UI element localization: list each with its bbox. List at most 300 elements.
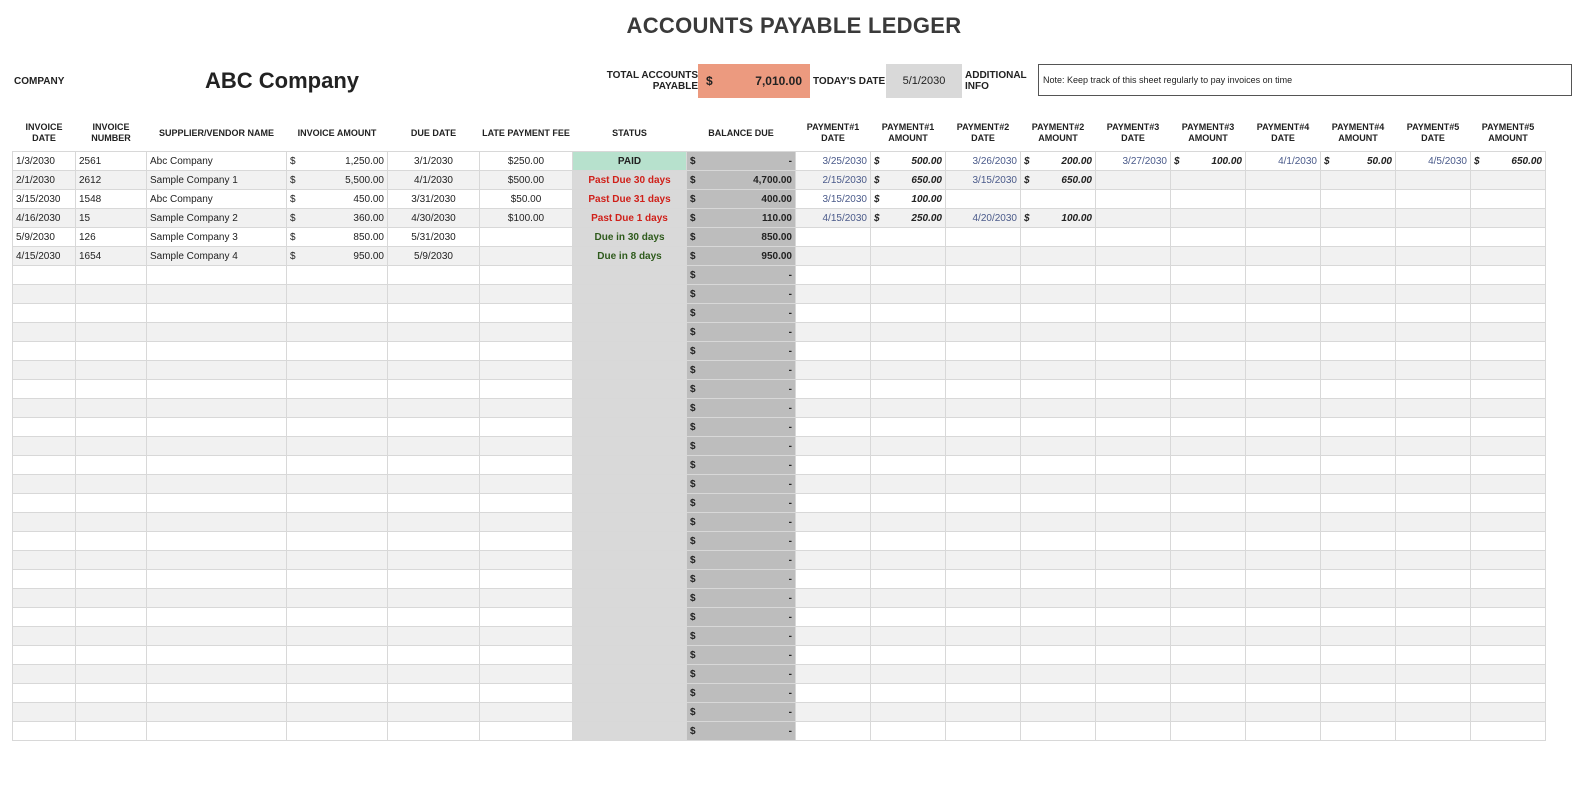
empty-cell[interactable] <box>13 722 76 741</box>
empty-cell[interactable] <box>946 437 1021 456</box>
empty-cell[interactable] <box>1096 570 1171 589</box>
empty-cell[interactable] <box>1471 342 1546 361</box>
payment-amount-cell[interactable] <box>1021 247 1096 266</box>
empty-cell[interactable] <box>76 589 147 608</box>
empty-cell[interactable] <box>287 380 388 399</box>
empty-cell[interactable] <box>1321 380 1396 399</box>
payment-date-cell[interactable] <box>1246 228 1321 247</box>
empty-cell[interactable] <box>1396 361 1471 380</box>
empty-cell[interactable] <box>13 285 76 304</box>
payment-amount-cell[interactable] <box>871 247 946 266</box>
payment-amount-cell[interactable] <box>1171 209 1246 228</box>
due-date-cell[interactable]: 4/30/2030 <box>388 209 480 228</box>
due-date-cell[interactable]: 3/1/2030 <box>388 152 480 171</box>
empty-cell[interactable] <box>871 703 946 722</box>
todays-date-field[interactable]: 5/1/2030 <box>886 64 962 98</box>
payment-date-cell[interactable] <box>1096 209 1171 228</box>
empty-cell[interactable] <box>796 437 871 456</box>
empty-cell[interactable] <box>287 627 388 646</box>
empty-cell[interactable] <box>1021 323 1096 342</box>
due-date-cell[interactable]: 4/1/2030 <box>388 171 480 190</box>
payment-amount-cell[interactable] <box>1321 209 1396 228</box>
empty-cell[interactable] <box>1171 608 1246 627</box>
empty-cell[interactable] <box>1021 532 1096 551</box>
empty-cell[interactable] <box>1171 475 1246 494</box>
empty-cell[interactable] <box>871 361 946 380</box>
empty-cell[interactable] <box>76 494 147 513</box>
payment-date-cell[interactable] <box>1396 171 1471 190</box>
empty-cell[interactable] <box>76 703 147 722</box>
vendor-name-cell[interactable]: Sample Company 3 <box>147 228 287 247</box>
empty-cell[interactable] <box>946 608 1021 627</box>
empty-cell[interactable] <box>1021 570 1096 589</box>
empty-cell[interactable] <box>1096 437 1171 456</box>
empty-cell[interactable] <box>1021 551 1096 570</box>
empty-cell[interactable] <box>480 703 573 722</box>
empty-cell[interactable] <box>871 437 946 456</box>
empty-cell[interactable] <box>1321 494 1396 513</box>
payment-amount-cell[interactable] <box>1171 228 1246 247</box>
empty-cell[interactable] <box>76 722 147 741</box>
empty-cell[interactable] <box>796 475 871 494</box>
empty-cell[interactable] <box>1096 722 1171 741</box>
invoice-amount-cell[interactable] <box>287 190 388 209</box>
empty-cell[interactable] <box>1396 627 1471 646</box>
late-fee-cell[interactable]: $50.00 <box>480 190 573 209</box>
empty-cell[interactable] <box>1471 266 1546 285</box>
late-fee-cell[interactable]: $100.00 <box>480 209 573 228</box>
empty-cell[interactable] <box>1321 665 1396 684</box>
empty-cell[interactable] <box>946 285 1021 304</box>
empty-cell[interactable] <box>76 285 147 304</box>
empty-cell[interactable] <box>480 570 573 589</box>
empty-cell[interactable] <box>1471 475 1546 494</box>
empty-cell[interactable] <box>1471 494 1546 513</box>
invoice-date-cell[interactable]: 2/1/2030 <box>13 171 76 190</box>
empty-cell[interactable] <box>1246 589 1321 608</box>
empty-cell[interactable] <box>1396 285 1471 304</box>
empty-cell[interactable] <box>1096 665 1171 684</box>
invoice-number-cell[interactable]: 1654 <box>76 247 147 266</box>
empty-cell[interactable] <box>76 266 147 285</box>
invoice-amount-cell[interactable] <box>287 228 388 247</box>
empty-cell[interactable] <box>287 475 388 494</box>
empty-cell[interactable] <box>76 665 147 684</box>
empty-cell[interactable] <box>796 608 871 627</box>
payment-amount-cell[interactable] <box>1471 247 1546 266</box>
payment-amount-cell[interactable] <box>1171 152 1246 171</box>
empty-cell[interactable] <box>1096 494 1171 513</box>
empty-cell[interactable] <box>1021 684 1096 703</box>
empty-cell[interactable] <box>388 266 480 285</box>
empty-cell[interactable] <box>1171 589 1246 608</box>
payment-amount-cell[interactable] <box>1321 247 1396 266</box>
balance-due-cell[interactable] <box>687 342 796 361</box>
empty-cell[interactable] <box>147 304 287 323</box>
vendor-name-cell[interactable]: Abc Company <box>147 190 287 209</box>
balance-due-cell[interactable] <box>687 323 796 342</box>
balance-due-cell[interactable] <box>687 589 796 608</box>
empty-cell[interactable] <box>1171 722 1246 741</box>
empty-cell[interactable] <box>1396 399 1471 418</box>
empty-cell[interactable] <box>946 304 1021 323</box>
empty-cell[interactable] <box>1096 627 1171 646</box>
payment-amount-cell[interactable] <box>1471 152 1546 171</box>
empty-cell[interactable] <box>388 513 480 532</box>
empty-cell[interactable] <box>1171 665 1246 684</box>
empty-cell[interactable] <box>1246 703 1321 722</box>
empty-cell[interactable] <box>1096 513 1171 532</box>
balance-due-cell[interactable] <box>687 418 796 437</box>
empty-cell[interactable] <box>1021 513 1096 532</box>
empty-cell[interactable] <box>946 665 1021 684</box>
payment-amount-cell[interactable] <box>871 152 946 171</box>
empty-cell[interactable] <box>480 399 573 418</box>
empty-cell[interactable] <box>147 475 287 494</box>
empty-cell[interactable] <box>287 722 388 741</box>
empty-cell[interactable] <box>480 684 573 703</box>
invoice-amount-cell[interactable] <box>287 152 388 171</box>
empty-cell[interactable] <box>1246 532 1321 551</box>
empty-cell[interactable] <box>1096 646 1171 665</box>
empty-cell[interactable] <box>796 665 871 684</box>
empty-cell[interactable] <box>1471 551 1546 570</box>
empty-cell[interactable] <box>13 304 76 323</box>
empty-cell[interactable] <box>1471 399 1546 418</box>
empty-cell[interactable] <box>946 703 1021 722</box>
invoice-amount-cell[interactable] <box>287 171 388 190</box>
payment-amount-cell[interactable] <box>1321 152 1396 171</box>
empty-cell[interactable] <box>871 722 946 741</box>
payment-amount-cell[interactable] <box>1021 171 1096 190</box>
empty-cell[interactable] <box>480 627 573 646</box>
empty-cell[interactable] <box>480 494 573 513</box>
empty-cell[interactable] <box>871 399 946 418</box>
empty-cell[interactable] <box>1471 323 1546 342</box>
empty-cell[interactable] <box>13 494 76 513</box>
empty-cell[interactable] <box>1396 589 1471 608</box>
empty-cell[interactable] <box>946 266 1021 285</box>
empty-cell[interactable] <box>946 323 1021 342</box>
empty-cell[interactable] <box>1471 608 1546 627</box>
empty-cell[interactable] <box>1171 646 1246 665</box>
empty-cell[interactable] <box>287 304 388 323</box>
vendor-name-cell[interactable]: Sample Company 4 <box>147 247 287 266</box>
empty-cell[interactable] <box>946 494 1021 513</box>
late-fee-cell[interactable] <box>480 228 573 247</box>
empty-cell[interactable] <box>1246 418 1321 437</box>
balance-due-cell[interactable] <box>687 247 796 266</box>
empty-cell[interactable] <box>388 532 480 551</box>
empty-cell[interactable] <box>1321 323 1396 342</box>
payment-amount-cell[interactable] <box>871 228 946 247</box>
empty-cell[interactable] <box>13 646 76 665</box>
empty-cell[interactable] <box>1471 380 1546 399</box>
late-fee-cell[interactable]: $250.00 <box>480 152 573 171</box>
empty-cell[interactable] <box>1021 380 1096 399</box>
empty-cell[interactable] <box>946 532 1021 551</box>
balance-due-cell[interactable] <box>687 361 796 380</box>
empty-cell[interactable] <box>1246 456 1321 475</box>
empty-cell[interactable] <box>147 532 287 551</box>
balance-due-cell[interactable] <box>687 532 796 551</box>
empty-cell[interactable] <box>1171 418 1246 437</box>
empty-cell[interactable] <box>287 551 388 570</box>
payment-amount-cell[interactable] <box>1321 228 1396 247</box>
empty-cell[interactable] <box>1321 475 1396 494</box>
payment-amount-cell[interactable] <box>1471 190 1546 209</box>
empty-cell[interactable] <box>287 285 388 304</box>
empty-cell[interactable] <box>1246 684 1321 703</box>
empty-cell[interactable] <box>1246 475 1321 494</box>
empty-cell[interactable] <box>1321 285 1396 304</box>
empty-cell[interactable] <box>1246 665 1321 684</box>
payment-date-cell[interactable]: 2/15/2030 <box>796 171 871 190</box>
empty-cell[interactable] <box>388 475 480 494</box>
payment-date-cell[interactable] <box>1246 209 1321 228</box>
empty-cell[interactable] <box>388 589 480 608</box>
empty-cell[interactable] <box>1096 589 1171 608</box>
empty-cell[interactable] <box>946 342 1021 361</box>
empty-cell[interactable] <box>13 551 76 570</box>
payment-date-cell[interactable] <box>946 247 1021 266</box>
empty-cell[interactable] <box>871 646 946 665</box>
empty-cell[interactable] <box>946 456 1021 475</box>
empty-cell[interactable] <box>1021 304 1096 323</box>
payment-date-cell[interactable] <box>1096 190 1171 209</box>
invoice-date-cell[interactable]: 5/9/2030 <box>13 228 76 247</box>
empty-cell[interactable] <box>1471 703 1546 722</box>
empty-cell[interactable] <box>287 570 388 589</box>
empty-cell[interactable] <box>796 513 871 532</box>
empty-cell[interactable] <box>796 418 871 437</box>
payment-date-cell[interactable]: 3/27/2030 <box>1096 152 1171 171</box>
empty-cell[interactable] <box>147 684 287 703</box>
empty-cell[interactable] <box>287 665 388 684</box>
invoice-number-cell[interactable]: 2612 <box>76 171 147 190</box>
empty-cell[interactable] <box>13 532 76 551</box>
empty-cell[interactable] <box>1021 722 1096 741</box>
empty-cell[interactable] <box>13 342 76 361</box>
empty-cell[interactable] <box>871 513 946 532</box>
empty-cell[interactable] <box>796 399 871 418</box>
empty-cell[interactable] <box>388 646 480 665</box>
empty-cell[interactable] <box>76 304 147 323</box>
empty-cell[interactable] <box>76 570 147 589</box>
empty-cell[interactable] <box>946 399 1021 418</box>
empty-cell[interactable] <box>796 304 871 323</box>
balance-due-cell[interactable] <box>687 190 796 209</box>
empty-cell[interactable] <box>480 646 573 665</box>
empty-cell[interactable] <box>480 665 573 684</box>
empty-cell[interactable] <box>1171 380 1246 399</box>
empty-cell[interactable] <box>1471 456 1546 475</box>
balance-due-cell[interactable] <box>687 437 796 456</box>
empty-cell[interactable] <box>1021 475 1096 494</box>
empty-cell[interactable] <box>1321 456 1396 475</box>
empty-cell[interactable] <box>287 342 388 361</box>
empty-cell[interactable] <box>1171 684 1246 703</box>
empty-cell[interactable] <box>287 266 388 285</box>
empty-cell[interactable] <box>871 380 946 399</box>
empty-cell[interactable] <box>1021 418 1096 437</box>
empty-cell[interactable] <box>13 475 76 494</box>
empty-cell[interactable] <box>796 342 871 361</box>
late-fee-cell[interactable]: $500.00 <box>480 171 573 190</box>
empty-cell[interactable] <box>388 684 480 703</box>
balance-due-cell[interactable] <box>687 171 796 190</box>
empty-cell[interactable] <box>946 570 1021 589</box>
empty-cell[interactable] <box>1096 684 1171 703</box>
balance-due-cell[interactable] <box>687 494 796 513</box>
empty-cell[interactable] <box>147 361 287 380</box>
empty-cell[interactable] <box>871 494 946 513</box>
empty-cell[interactable] <box>388 361 480 380</box>
due-date-cell[interactable]: 5/31/2030 <box>388 228 480 247</box>
balance-due-cell[interactable] <box>687 209 796 228</box>
empty-cell[interactable] <box>1171 361 1246 380</box>
empty-cell[interactable] <box>1396 323 1471 342</box>
empty-cell[interactable] <box>480 323 573 342</box>
payment-amount-cell[interactable] <box>1021 152 1096 171</box>
balance-due-cell[interactable] <box>687 513 796 532</box>
empty-cell[interactable] <box>1396 684 1471 703</box>
empty-cell[interactable] <box>1471 646 1546 665</box>
payment-date-cell[interactable] <box>1396 247 1471 266</box>
empty-cell[interactable] <box>147 665 287 684</box>
empty-cell[interactable] <box>1471 513 1546 532</box>
empty-cell[interactable] <box>480 475 573 494</box>
empty-cell[interactable] <box>1321 532 1396 551</box>
empty-cell[interactable] <box>1096 532 1171 551</box>
balance-due-cell[interactable] <box>687 152 796 171</box>
empty-cell[interactable] <box>1246 304 1321 323</box>
empty-cell[interactable] <box>147 323 287 342</box>
empty-cell[interactable] <box>13 266 76 285</box>
balance-due-cell[interactable] <box>687 608 796 627</box>
empty-cell[interactable] <box>871 418 946 437</box>
payment-date-cell[interactable]: 4/5/2030 <box>1396 152 1471 171</box>
empty-cell[interactable] <box>1096 456 1171 475</box>
empty-cell[interactable] <box>946 627 1021 646</box>
empty-cell[interactable] <box>480 456 573 475</box>
payment-date-cell[interactable]: 3/15/2030 <box>946 171 1021 190</box>
empty-cell[interactable] <box>147 513 287 532</box>
empty-cell[interactable] <box>147 437 287 456</box>
empty-cell[interactable] <box>76 551 147 570</box>
empty-cell[interactable] <box>1321 551 1396 570</box>
additional-info-note[interactable]: Note: Keep track of this sheet regularly to pay invoices on time <box>1038 64 1572 96</box>
empty-cell[interactable] <box>796 627 871 646</box>
empty-cell[interactable] <box>287 684 388 703</box>
empty-cell[interactable] <box>480 285 573 304</box>
empty-cell[interactable] <box>1396 608 1471 627</box>
empty-cell[interactable] <box>1246 266 1321 285</box>
empty-cell[interactable] <box>480 342 573 361</box>
empty-cell[interactable] <box>1321 589 1396 608</box>
empty-cell[interactable] <box>1396 456 1471 475</box>
payment-date-cell[interactable]: 3/15/2030 <box>796 190 871 209</box>
empty-cell[interactable] <box>1396 703 1471 722</box>
empty-cell[interactable] <box>1471 285 1546 304</box>
empty-cell[interactable] <box>946 646 1021 665</box>
empty-cell[interactable] <box>1321 703 1396 722</box>
empty-cell[interactable] <box>1171 532 1246 551</box>
payment-amount-cell[interactable] <box>871 190 946 209</box>
empty-cell[interactable] <box>1471 589 1546 608</box>
empty-cell[interactable] <box>76 475 147 494</box>
balance-due-cell[interactable] <box>687 646 796 665</box>
company-name-field[interactable]: ABC Company <box>205 68 360 93</box>
empty-cell[interactable] <box>13 703 76 722</box>
empty-cell[interactable] <box>13 513 76 532</box>
empty-cell[interactable] <box>796 570 871 589</box>
empty-cell[interactable] <box>796 285 871 304</box>
empty-cell[interactable] <box>1171 399 1246 418</box>
empty-cell[interactable] <box>1096 475 1171 494</box>
payment-amount-cell[interactable] <box>1471 209 1546 228</box>
vendor-name-cell[interactable]: Sample Company 2 <box>147 209 287 228</box>
empty-cell[interactable] <box>946 361 1021 380</box>
payment-amount-cell[interactable] <box>1321 190 1396 209</box>
empty-cell[interactable] <box>388 456 480 475</box>
payment-date-cell[interactable] <box>1246 171 1321 190</box>
empty-cell[interactable] <box>1246 627 1321 646</box>
empty-cell[interactable] <box>1471 304 1546 323</box>
balance-due-cell[interactable] <box>687 684 796 703</box>
empty-cell[interactable] <box>1321 342 1396 361</box>
empty-cell[interactable] <box>1246 551 1321 570</box>
empty-cell[interactable] <box>480 513 573 532</box>
payment-date-cell[interactable] <box>1246 247 1321 266</box>
empty-cell[interactable] <box>147 646 287 665</box>
empty-cell[interactable] <box>1396 437 1471 456</box>
empty-cell[interactable] <box>1021 361 1096 380</box>
empty-cell[interactable] <box>871 627 946 646</box>
empty-cell[interactable] <box>1096 342 1171 361</box>
empty-cell[interactable] <box>1171 285 1246 304</box>
empty-cell[interactable] <box>480 380 573 399</box>
balance-due-cell[interactable] <box>687 703 796 722</box>
balance-due-cell[interactable] <box>687 285 796 304</box>
empty-cell[interactable] <box>871 532 946 551</box>
empty-cell[interactable] <box>1021 342 1096 361</box>
balance-due-cell[interactable] <box>687 304 796 323</box>
empty-cell[interactable] <box>1246 380 1321 399</box>
empty-cell[interactable] <box>1246 361 1321 380</box>
balance-due-cell[interactable] <box>687 380 796 399</box>
empty-cell[interactable] <box>13 608 76 627</box>
empty-cell[interactable] <box>1171 304 1246 323</box>
empty-cell[interactable] <box>1096 304 1171 323</box>
empty-cell[interactable] <box>1396 494 1471 513</box>
empty-cell[interactable] <box>1171 266 1246 285</box>
empty-cell[interactable] <box>1396 551 1471 570</box>
empty-cell[interactable] <box>946 418 1021 437</box>
empty-cell[interactable] <box>13 399 76 418</box>
empty-cell[interactable] <box>1246 494 1321 513</box>
empty-cell[interactable] <box>76 437 147 456</box>
empty-cell[interactable] <box>388 285 480 304</box>
empty-cell[interactable] <box>796 722 871 741</box>
empty-cell[interactable] <box>13 323 76 342</box>
empty-cell[interactable] <box>76 608 147 627</box>
payment-date-cell[interactable] <box>796 228 871 247</box>
empty-cell[interactable] <box>147 627 287 646</box>
empty-cell[interactable] <box>796 646 871 665</box>
empty-cell[interactable] <box>388 494 480 513</box>
empty-cell[interactable] <box>388 418 480 437</box>
